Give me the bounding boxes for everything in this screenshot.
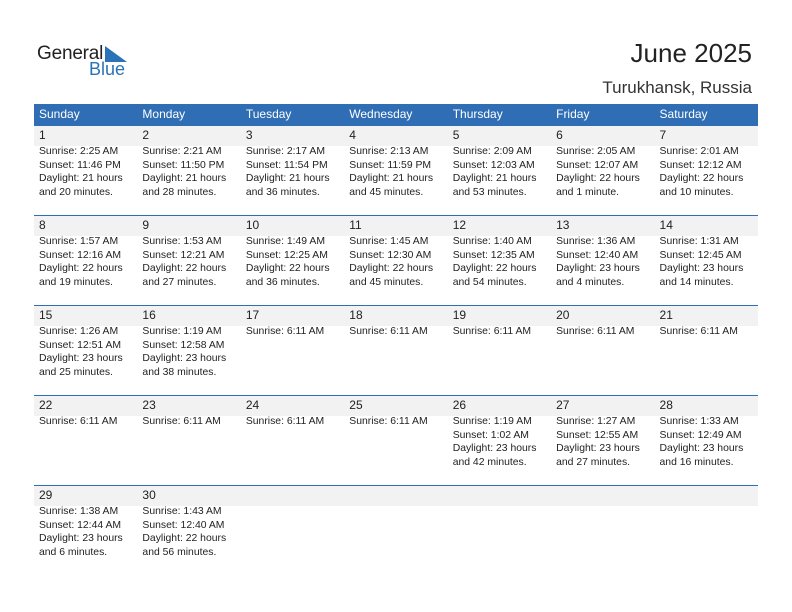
day-info-line: and 10 minutes. <box>659 186 734 198</box>
weekday-saturday: Saturday <box>659 107 708 121</box>
day-cell <box>241 305 344 379</box>
day-info-line: Daylight: 23 hours <box>659 263 744 274</box>
day-cell <box>34 215 137 289</box>
day-info-line: and 16 minutes. <box>659 456 734 468</box>
day-info-line: Sunrise: 1:57 AM <box>39 236 119 247</box>
day-info-line: Daylight: 22 hours <box>245 263 330 274</box>
day-number: 6 <box>556 128 563 142</box>
day-info-line: and 38 minutes. <box>142 366 217 378</box>
day-info-line: Sunrise: 2:25 AM <box>39 146 119 157</box>
day-info-line: Sunrise: 6:11 AM <box>556 326 635 337</box>
day-cell <box>34 305 137 379</box>
location-label: Turukhansk, Russia <box>602 78 752 97</box>
day-cell <box>344 215 447 289</box>
day-info-line: and 53 minutes. <box>452 186 527 198</box>
week-row <box>34 215 758 305</box>
day-cell <box>241 125 344 199</box>
weekday-tuesday: Tuesday <box>245 107 292 121</box>
day-info-line: Sunset: 12:16 AM <box>39 249 122 261</box>
weekday-friday: Friday <box>556 107 590 121</box>
day-info-line: Sunset: 11:50 PM <box>142 159 225 171</box>
day-info-line: and 14 minutes. <box>659 276 734 288</box>
day-cell <box>655 305 758 379</box>
day-info-line: Daylight: 21 hours <box>452 173 537 184</box>
day-info-line: Daylight: 22 hours <box>39 263 123 274</box>
logo-blue-text: Blue <box>89 59 126 79</box>
day-number <box>453 485 551 505</box>
day-number: 15 <box>39 308 53 322</box>
day-info-line: Sunset: 11:46 PM <box>39 159 121 171</box>
day-info-line: Sunrise: 2:13 AM <box>349 146 429 157</box>
day-info-line: Sunrise: 2:09 AM <box>452 146 532 157</box>
day-number: 20 <box>556 308 570 322</box>
week-row <box>34 395 758 485</box>
day-info-line: Sunrise: 6:11 AM <box>349 326 428 337</box>
day-number: 26 <box>452 398 467 412</box>
day-info-line: Sunset: 11:59 PM <box>349 159 432 171</box>
day-number: 16 <box>142 308 156 322</box>
day-cell <box>34 485 137 559</box>
day-number: 28 <box>659 398 673 412</box>
weekday-wednesday: Wednesday <box>349 107 413 121</box>
day-number: 9 <box>142 218 150 232</box>
day-info-line: Daylight: 23 hours <box>39 533 123 544</box>
day-cell <box>137 215 240 289</box>
day-info-line: Sunrise: 6:11 AM <box>142 416 221 427</box>
day-number <box>349 485 447 505</box>
day-cell <box>137 125 240 199</box>
day-info-line: Sunrise: 2:17 AM <box>245 146 325 157</box>
day-info-line: Daylight: 23 hours <box>659 443 744 454</box>
day-info-line: and 25 minutes. <box>39 366 113 378</box>
day-info-line: Daylight: 23 hours <box>556 443 640 454</box>
day-cell <box>551 485 654 559</box>
day-info-line: Sunrise: 6:11 AM <box>245 326 325 337</box>
day-info-line: and 28 minutes. <box>142 186 217 198</box>
week-row <box>34 305 758 395</box>
day-cell <box>344 395 447 469</box>
day-cell <box>34 395 137 469</box>
day-info-line: Daylight: 21 hours <box>245 173 330 184</box>
day-cell <box>241 215 344 289</box>
day-cell <box>344 125 447 199</box>
day-info-line: Sunrise: 2:05 AM <box>556 146 636 157</box>
weekday-thursday: Thursday <box>452 107 503 121</box>
day-info-line: and 6 minutes. <box>39 546 108 558</box>
day-info-line: Daylight: 22 hours <box>452 263 537 274</box>
day-number: 2 <box>142 128 150 142</box>
day-info-line: Daylight: 22 hours <box>556 173 640 184</box>
day-cell <box>655 125 758 199</box>
weekday-header <box>34 104 758 125</box>
day-cell <box>241 395 344 469</box>
day-cell <box>551 395 654 469</box>
day-info-line: Sunrise: 1:36 AM <box>556 236 636 247</box>
day-cell <box>551 125 654 199</box>
day-info-line: Sunrise: 1:38 AM <box>39 506 119 517</box>
day-number: 29 <box>39 488 53 502</box>
day-number: 12 <box>452 218 467 232</box>
day-info-line: Sunset: 12:45 AM <box>659 249 742 261</box>
day-number: 23 <box>142 398 156 412</box>
day-info-line: Daylight: 23 hours <box>452 443 537 454</box>
day-number: 10 <box>245 218 260 232</box>
day-cell <box>344 305 447 379</box>
day-info-line: and 56 minutes. <box>142 546 217 558</box>
day-cell <box>655 485 758 559</box>
day-info-line: Sunrise: 2:21 AM <box>142 146 222 157</box>
day-cell <box>448 215 551 289</box>
day-cell <box>137 305 240 379</box>
day-number: 7 <box>659 128 667 142</box>
day-info-line: Sunrise: 6:11 AM <box>659 326 738 337</box>
day-info-line: Daylight: 22 hours <box>349 263 434 274</box>
day-number: 17 <box>245 308 260 322</box>
day-info-line: and 45 minutes. <box>349 276 424 288</box>
day-info-line: Sunrise: 1:49 AM <box>245 236 325 247</box>
day-number: 27 <box>556 398 570 412</box>
day-info-line: Sunset: 12:25 AM <box>245 249 328 261</box>
day-number: 3 <box>245 128 253 142</box>
day-cell <box>655 395 758 469</box>
day-number: 30 <box>142 488 156 502</box>
day-info-line: Sunset: 12:07 AM <box>556 159 639 171</box>
day-number: 22 <box>39 398 53 412</box>
day-info-line: Sunrise: 6:11 AM <box>349 416 428 427</box>
day-info-line: Daylight: 23 hours <box>142 353 227 364</box>
day-info-line: Sunset: 12:51 AM <box>39 339 122 351</box>
weekday-sunday: Sunday <box>39 107 80 121</box>
day-number: 11 <box>349 218 362 232</box>
day-info-line: and 42 minutes. <box>452 456 527 468</box>
day-cell <box>448 125 551 199</box>
day-number: 5 <box>452 128 460 142</box>
day-info-line: Daylight: 22 hours <box>659 173 744 184</box>
day-number: 14 <box>659 218 673 232</box>
day-number: 19 <box>452 308 467 322</box>
week-row <box>34 485 758 575</box>
day-info-line: Sunset: 12:35 AM <box>452 249 535 261</box>
day-info-line: Daylight: 22 hours <box>142 533 227 544</box>
day-info-line: Sunset: 12:40 AM <box>556 249 639 261</box>
day-info-line: Sunrise: 1:40 AM <box>452 236 532 247</box>
day-info-line: Sunset: 11:54 PM <box>245 159 328 171</box>
day-info-line: Sunrise: 6:11 AM <box>39 416 118 427</box>
day-info-line: Sunrise: 6:11 AM <box>452 326 532 337</box>
day-info-line: and 27 minutes. <box>142 276 217 288</box>
day-info-line: Sunrise: 1:19 AM <box>142 326 222 337</box>
day-info-line: and 4 minutes. <box>556 276 625 288</box>
day-info-line: Sunset: 12:44 AM <box>39 519 122 531</box>
day-info-line: Daylight: 23 hours <box>39 353 123 364</box>
day-info-line: and 19 minutes. <box>39 276 113 288</box>
day-number: 21 <box>659 308 673 322</box>
weekday-monday: Monday <box>142 107 186 121</box>
day-number: 1 <box>39 128 46 142</box>
day-cell <box>448 305 551 379</box>
day-number: 18 <box>349 308 363 322</box>
calendar-weeks <box>34 125 758 575</box>
day-info-line: Sunrise: 1:33 AM <box>659 416 739 427</box>
day-info-line: Sunrise: 1:26 AM <box>39 326 119 337</box>
day-cell <box>34 125 137 199</box>
day-info-line: Sunset: 12:21 AM <box>142 249 225 261</box>
day-info-line: Sunset: 12:58 AM <box>142 339 225 351</box>
day-info-line: Sunset: 12:49 AM <box>659 429 742 441</box>
day-number: 8 <box>39 218 46 232</box>
day-info-line: Daylight: 22 hours <box>142 263 227 274</box>
day-cell <box>551 305 654 379</box>
logo-general-text: General <box>37 43 104 64</box>
page-title: June 2025 <box>630 38 752 68</box>
day-info-line: and 20 minutes. <box>39 186 113 198</box>
day-cell <box>551 215 654 289</box>
day-info-line: Daylight: 21 hours <box>142 173 227 184</box>
day-info-line: Sunrise: 6:11 AM <box>245 416 325 427</box>
day-number <box>660 485 758 505</box>
day-number: 25 <box>349 398 363 412</box>
day-info-line: and 27 minutes. <box>556 456 631 468</box>
day-number: 13 <box>556 218 570 232</box>
day-info-line: and 36 minutes. <box>245 276 320 288</box>
day-cell <box>137 485 240 559</box>
day-info-line: Sunrise: 1:27 AM <box>556 416 636 427</box>
day-info-line: Sunrise: 2:01 AM <box>659 146 739 157</box>
day-info-line: Sunset: 12:03 AM <box>452 159 535 171</box>
week-row <box>34 125 758 215</box>
day-cell <box>137 395 240 469</box>
day-info-line: and 54 minutes. <box>452 276 527 288</box>
day-info-line: Sunrise: 1:45 AM <box>349 236 429 247</box>
day-info-line: Sunrise: 1:31 AM <box>659 236 739 247</box>
day-info-line: Sunset: 12:55 AM <box>556 429 639 441</box>
day-cell <box>344 485 447 559</box>
day-cell <box>655 215 758 289</box>
day-info-line: Daylight: 21 hours <box>349 173 434 184</box>
day-info-line: Sunrise: 1:53 AM <box>142 236 222 247</box>
day-info-line: and 45 minutes. <box>349 186 424 198</box>
day-number <box>556 485 654 505</box>
day-cell <box>448 395 551 469</box>
day-cell <box>241 485 344 559</box>
calendar <box>34 104 758 575</box>
day-info-line: Sunset: 12:40 AM <box>142 519 225 531</box>
day-info-line: Sunrise: 1:19 AM <box>452 416 532 427</box>
day-info-line: Sunset: 12:12 AM <box>659 159 742 171</box>
day-info-line: and 1 minute. <box>556 186 620 198</box>
logo <box>37 43 137 83</box>
day-info-line: Daylight: 23 hours <box>556 263 640 274</box>
day-info-line: Sunset: 12:30 AM <box>349 249 432 261</box>
day-cell <box>448 485 551 559</box>
day-info-line: Sunset: 1:02 AM <box>452 429 529 441</box>
day-info-line: and 36 minutes. <box>245 186 320 198</box>
day-number <box>246 485 344 505</box>
day-number: 24 <box>245 398 260 412</box>
day-info-line: Daylight: 21 hours <box>39 173 123 184</box>
day-number: 4 <box>349 128 356 142</box>
day-info-line: Sunrise: 1:43 AM <box>142 506 222 517</box>
